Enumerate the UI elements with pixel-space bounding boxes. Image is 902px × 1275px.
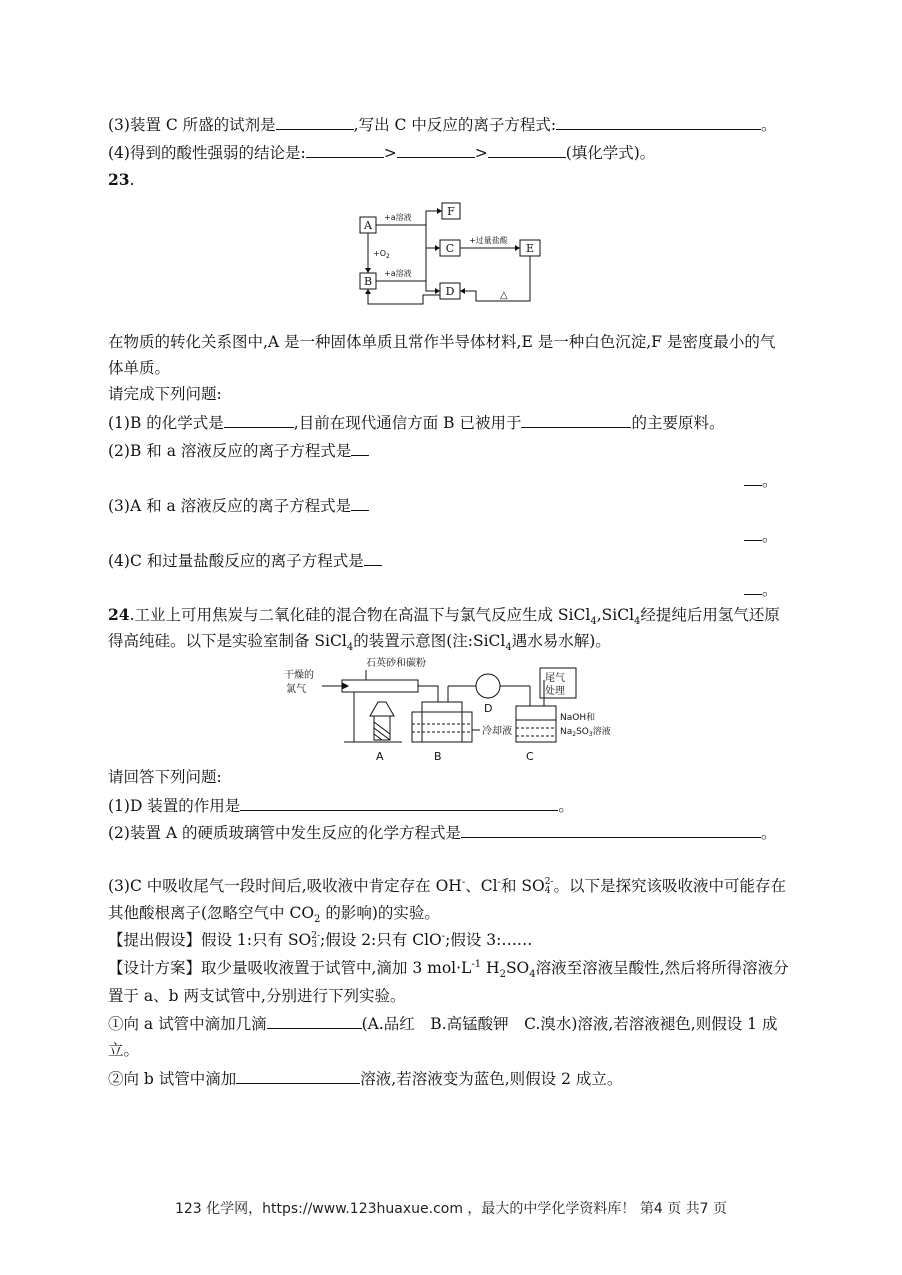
answer-blank[interactable] xyxy=(276,113,354,130)
q24-intro2-c: 遇水易水解)。 xyxy=(511,632,611,650)
page-footer: 123 化学网，https://www.123huaxue.com ，最大的中学化学资料库！ 第4 页 共7 页 xyxy=(174,1201,728,1217)
label-d: D xyxy=(484,702,493,715)
answer-blank[interactable] xyxy=(397,141,475,158)
answer-blank[interactable] xyxy=(744,578,762,595)
design-b: H xyxy=(481,959,500,977)
sub-2: 2 xyxy=(572,731,577,738)
cooling-bath xyxy=(412,712,472,742)
answer-blank[interactable] xyxy=(224,411,294,428)
q24-p3-f: 的影响)的实验。 xyxy=(320,904,440,922)
step1-a: ①向 a 试管中滴加几滴 xyxy=(108,1015,267,1033)
q24-intro-line1 xyxy=(108,604,780,626)
label-a: A xyxy=(364,219,372,232)
answer-blank[interactable] xyxy=(744,469,762,486)
q24-part3-line2 xyxy=(108,902,440,924)
q22-line4 xyxy=(108,141,655,164)
q24-p3-d: 。以下是探究该吸收液中可能存在 xyxy=(553,877,786,895)
so-text: SO xyxy=(576,727,589,737)
reagent-o2 xyxy=(373,249,390,260)
sub-4: 4 xyxy=(505,642,512,654)
conversion-diagram xyxy=(355,196,555,308)
step1-b: (A.品红 B.高锰酸钾 C.溴水)溶液,若溶液褪色,则假设 1 成 xyxy=(361,1015,778,1033)
answer-blank[interactable] xyxy=(351,439,369,456)
sub-2: 2 xyxy=(499,969,506,981)
q23-p1-text-b: ,目前在现代通信方面 B 已被用于 xyxy=(293,414,522,432)
answer-blank[interactable] xyxy=(744,524,762,541)
period: 。 xyxy=(762,581,778,599)
q24-step1-line2: 立。 xyxy=(108,1041,140,1059)
q24-intro2-a: 得高纯硅。以下是实验室制备 SiCl xyxy=(108,632,347,650)
answer-blank[interactable] xyxy=(267,1012,362,1029)
hard-glass-tube xyxy=(342,680,418,692)
q23-p4-text: (4)C 和过量盐酸反应的离子方程式是 xyxy=(108,552,364,570)
q24-intro-b: ,SiCl xyxy=(596,606,635,624)
q23-part4 xyxy=(108,549,382,572)
design-a: 【设计方案】取少量吸收液置于试管中,滴加 3 mol·L xyxy=(108,959,472,977)
q23-p2-text: (2)B 和 a 溶液反应的离子方程式是 xyxy=(108,442,352,460)
q22-l4-text-b: (填化学式)。 xyxy=(565,144,656,162)
q24-intro-c: 经提纯后用氢气还原 xyxy=(640,606,780,624)
q24-part1 xyxy=(108,794,574,817)
q24-ask: 请回答下列问题: xyxy=(108,768,222,786)
label-naoh: NaOH和 xyxy=(560,713,596,723)
label-c: C xyxy=(445,242,455,255)
q23-desc-line1: 在物质的转化关系图中,A 是一种固体单质且常作半导体材料,E 是一种白色沉淀,F 是密度最小的气 xyxy=(108,333,776,351)
reagent-hcl: +过量盐酸 xyxy=(469,236,508,245)
answer-blank[interactable] xyxy=(240,794,558,811)
label-cooling-liquid: 冷却液 xyxy=(482,726,512,737)
q22-line3 xyxy=(108,113,777,136)
na-text: Na xyxy=(560,727,573,737)
sub-4: 4 xyxy=(529,969,536,981)
hypothesis-b: ;假设 2:只有 ClO xyxy=(320,931,442,949)
q23-part1 xyxy=(108,411,724,434)
label-b: B xyxy=(363,275,373,288)
q24-p3-b: 、Cl xyxy=(465,877,498,895)
answer-blank[interactable] xyxy=(488,141,566,158)
design-c: SO xyxy=(505,959,530,977)
label-tail-gas-2: 处理 xyxy=(545,686,565,697)
so3-ion-scripts xyxy=(311,932,320,950)
answer-blank[interactable] xyxy=(556,113,761,130)
step2-b: 溶液,若溶液变为蓝色,则假设 2 成立。 xyxy=(360,1070,623,1088)
label-d: D xyxy=(445,285,455,298)
q23-p1-text-a: (1)B 的化学式是 xyxy=(108,414,224,432)
answer-blank[interactable] xyxy=(521,411,631,428)
hypothesis-c: ;假设 3:…… xyxy=(445,931,533,949)
label-c: C xyxy=(526,750,534,763)
sub-3: 3 xyxy=(588,731,593,738)
collection-bottle xyxy=(422,702,462,742)
q24-intro2-b: 的装置示意图(注:SiCl xyxy=(353,632,506,650)
answer-blank[interactable] xyxy=(364,549,382,566)
sup-minus1: -1 xyxy=(471,958,482,970)
sub-4: 4 xyxy=(634,616,641,628)
q24-p3-e: 其他酸根离子(忽略空气中 CO xyxy=(108,904,315,922)
solution-text: 溶液 xyxy=(592,727,611,737)
q22-l4-text-a: (4)得到的酸性强弱的结论是: xyxy=(108,144,306,162)
gt-sign: > xyxy=(474,144,488,162)
label-dry-chlorine-2: 氯气 xyxy=(286,684,306,695)
q24-number: 24 xyxy=(108,605,130,624)
q24-p3-a: (3)C 中吸收尾气一段时间后,吸收液中肯定存在 OH xyxy=(108,877,462,895)
reagent-a-solution-2: +a溶液 xyxy=(384,269,412,278)
sicl4-apparatus-diagram xyxy=(282,656,622,768)
sub-4: 4 xyxy=(544,886,551,896)
label-a: A xyxy=(376,750,384,763)
q23-part2 xyxy=(108,439,369,462)
answer-blank[interactable] xyxy=(351,494,369,511)
sup-minus: - xyxy=(461,876,466,888)
q23-ask: 请完成下列问题: xyxy=(108,385,222,403)
sup-2minus: 2- xyxy=(311,931,321,941)
hypothesis-a: 【提出假设】假设 1:只有 SO xyxy=(108,931,312,949)
q24-part3-line1 xyxy=(108,875,786,897)
q23-num: 23 xyxy=(108,170,130,189)
q23-desc-line2: 体单质。 xyxy=(108,359,171,377)
q24-intro-line2 xyxy=(108,630,611,652)
q24-design-line2: 置于 a、b 两支试管中,分别进行下列实验。 xyxy=(108,987,406,1005)
sup-minus: - xyxy=(497,876,501,888)
q23-part3-end xyxy=(744,524,778,547)
answer-blank[interactable] xyxy=(306,141,384,158)
answer-blank[interactable] xyxy=(236,1067,360,1084)
design-d: 溶液至溶液呈酸性,然后将所得溶液分 xyxy=(535,959,789,977)
q24-step2 xyxy=(108,1067,622,1090)
period: 。 xyxy=(761,824,777,842)
gt-sign: > xyxy=(383,144,397,162)
period: 。 xyxy=(558,797,574,815)
sup-minus: - xyxy=(441,930,446,942)
q23-part2-end xyxy=(744,469,778,492)
sub-3: 3 xyxy=(311,940,317,950)
sub-4: 4 xyxy=(346,642,354,654)
q24-p1-text: (1)D 装置的作用是 xyxy=(108,797,241,815)
label-na2so3 xyxy=(560,725,611,738)
q24-design-line1 xyxy=(108,957,789,979)
q24-step1-line1 xyxy=(108,1012,777,1035)
q24-part2 xyxy=(108,821,777,844)
q23-number xyxy=(108,169,135,191)
label-tail-gas-1: 尾气 xyxy=(545,673,565,684)
q24-intro-a: .工业上可用焦炭与二氧化硅的混合物在高温下与氯气反应生成 SiCl xyxy=(129,606,591,624)
label-dry-chlorine-1: 干燥的 xyxy=(284,670,314,681)
drying-tube xyxy=(476,674,500,698)
sub-4: 4 xyxy=(590,616,597,628)
q23-dot: . xyxy=(129,171,135,189)
absorption-bottle xyxy=(516,706,556,742)
q24-p2-text: (2)装置 A 的硬质玻璃管中发生反应的化学方程式是 xyxy=(108,824,462,842)
q23-p3-text: (3)A 和 a 溶液反应的离子方程式是 xyxy=(108,497,352,515)
label-e: E xyxy=(525,242,535,255)
label-b: B xyxy=(434,750,442,763)
q24-hypothesis xyxy=(108,929,532,951)
step2-a: ②向 b 试管中滴加 xyxy=(108,1070,237,1088)
q22-l3-text-a: (3)装置 C 所盛的试剂是 xyxy=(108,116,276,134)
o2-sub: 2 xyxy=(386,253,390,260)
period: 。 xyxy=(762,472,778,490)
heat-symbol: △ xyxy=(500,290,508,301)
sub-2: 2 xyxy=(314,914,321,926)
q23-p1-text-c: 的主要原料。 xyxy=(631,414,725,432)
q23-part3 xyxy=(108,494,369,517)
period: 。 xyxy=(762,527,778,545)
answer-blank[interactable] xyxy=(461,821,761,838)
label-f: F xyxy=(447,205,455,218)
label-quartz-carbon: 石英砂和碳粉 xyxy=(366,658,426,669)
q24-p3-c: 和 SO xyxy=(500,877,545,895)
q22-l3-end: 。 xyxy=(761,116,777,134)
o2-text: +O xyxy=(373,249,386,258)
q23-part4-end xyxy=(744,578,778,601)
q22-l3-text-b: ,写出 C 中反应的离子方程式: xyxy=(353,116,557,134)
sup-2minus: 2- xyxy=(544,877,554,887)
reagent-a-solution-1: +a溶液 xyxy=(384,213,412,222)
